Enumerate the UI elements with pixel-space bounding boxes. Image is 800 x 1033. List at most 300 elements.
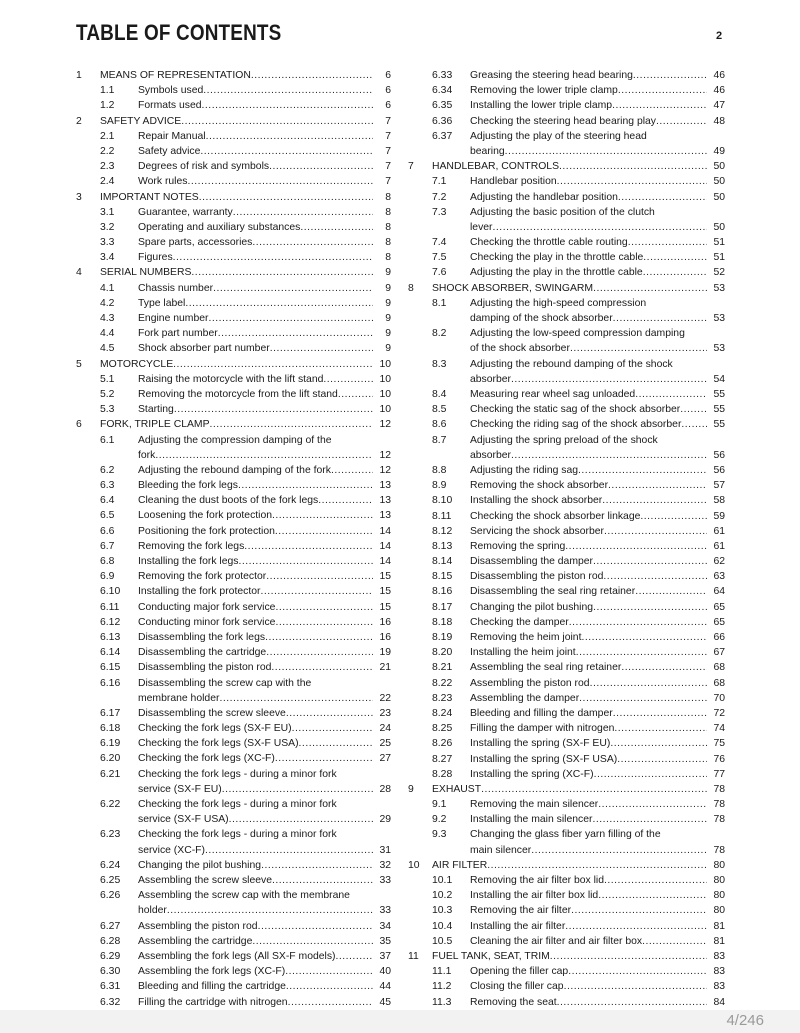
toc-page-number: 15: [379, 586, 391, 598]
dot-leader: [252, 934, 373, 949]
toc-number: 6.22: [100, 799, 121, 811]
toc-page-number: 55: [713, 404, 725, 416]
toc-section[interactable]: [408, 706, 725, 721]
toc-number: 1.1: [100, 85, 115, 97]
toc-title: Repair Manual: [138, 130, 206, 142]
toc-number: 3.2: [100, 221, 115, 233]
toc-number: 8: [408, 282, 414, 294]
toc-title: Checking the fork legs (XC-F): [138, 753, 275, 765]
toc-section[interactable]: [408, 934, 725, 949]
toc-section[interactable]: [76, 554, 391, 569]
toc-title: Cleaning the air filter and air filter box: [470, 935, 643, 947]
toc-section[interactable]: [76, 600, 391, 615]
toc-section[interactable]: [76, 797, 391, 827]
toc-title: Disassembling the damper: [470, 556, 594, 568]
toc-title: Removing the lower triple clamp: [470, 85, 618, 97]
toc-section[interactable]: [408, 326, 725, 356]
dot-leader: [202, 98, 373, 113]
toc-section[interactable]: [76, 630, 391, 645]
toc-section[interactable]: [76, 706, 391, 721]
dot-leader: [643, 250, 707, 265]
toc-section[interactable]: [408, 402, 725, 417]
toc-number: 8.14: [432, 556, 453, 568]
toc-title: Conducting major fork service: [138, 601, 276, 613]
toc-title: FORK, TRIPLE CLAMP: [100, 419, 210, 431]
toc-section[interactable]: [76, 402, 391, 417]
toc-section[interactable]: [76, 220, 391, 235]
toc-section[interactable]: [408, 554, 725, 569]
toc-section[interactable]: [408, 812, 725, 827]
toc-section[interactable]: [76, 767, 391, 797]
toc-page-number: 9: [385, 328, 391, 340]
dot-leader: [531, 843, 707, 858]
toc-title: Checking the steering head bearing play: [470, 115, 657, 127]
toc-page-number: 78: [713, 783, 725, 795]
toc-title: Degrees of risk and symbols: [138, 161, 270, 173]
toc-section[interactable]: [408, 752, 725, 767]
toc-page-number: 33: [379, 875, 391, 887]
toc-section[interactable]: [76, 463, 391, 478]
dot-leader: [285, 964, 373, 979]
toc-title: Disassembling the piston rod: [470, 571, 604, 583]
toc-title: Assembling the piston rod: [138, 920, 258, 932]
toc-title-line1: Checking the fork legs - during a minor fork: [138, 799, 337, 811]
toc-section[interactable]: [408, 463, 725, 478]
dot-leader: [635, 584, 707, 599]
toc-title: Closing the filler cap: [470, 981, 564, 993]
dot-leader: [244, 539, 373, 554]
dot-leader: [593, 281, 707, 296]
toc-chapter[interactable]: [76, 190, 391, 205]
dot-leader: [271, 660, 373, 675]
toc-chapter[interactable]: [408, 159, 725, 174]
toc-section[interactable]: [408, 417, 725, 432]
toc-page-number: 50: [713, 221, 725, 233]
toc-number: 7.5: [432, 252, 447, 264]
toc-page-number: 32: [379, 859, 391, 871]
dot-leader: [200, 144, 373, 159]
toc-title-line1: Adjusting the high-speed compression: [470, 297, 647, 309]
toc-number: 6.21: [100, 768, 121, 780]
toc-title: MEANS OF REPRESENTATION: [100, 70, 251, 81]
toc-title: Installing the shock absorber: [470, 495, 603, 507]
toc-page-number: 25: [379, 738, 391, 750]
toc-section[interactable]: [76, 888, 391, 918]
toc-title: Bleeding the fork legs: [138, 480, 238, 492]
toc-page-number: 6: [385, 85, 391, 97]
dot-leader: [640, 509, 707, 524]
dot-leader: [487, 858, 707, 873]
toc-section[interactable]: [76, 934, 391, 949]
toc-section[interactable]: [76, 311, 391, 326]
toc-section[interactable]: [408, 736, 725, 751]
toc-section[interactable]: [408, 691, 725, 706]
dot-leader: [292, 721, 373, 736]
dot-leader: [155, 448, 373, 463]
toc-section[interactable]: [408, 979, 725, 994]
toc-number: 9: [408, 783, 414, 795]
toc-title: Type label: [138, 297, 186, 309]
toc-page-number: 53: [713, 313, 725, 325]
toc-title: Installing the air filter box lid: [470, 890, 599, 902]
toc-page-number: 19: [379, 647, 391, 659]
toc-page-number: 83: [713, 981, 725, 993]
toc-page-number: 9: [385, 343, 391, 355]
toc-section[interactable]: [408, 964, 725, 979]
toc-section[interactable]: [76, 524, 391, 539]
toc-section[interactable]: [76, 615, 391, 630]
toc-chapter[interactable]: [76, 68, 391, 83]
toc-section[interactable]: [408, 174, 725, 189]
toc-number: 3.1: [100, 206, 115, 218]
toc-number: 6.27: [100, 920, 121, 932]
toc-title-line1: Checking the fork legs - during a minor fork: [138, 768, 337, 780]
toc-title: Removing the main silencer: [470, 799, 599, 811]
toc-section[interactable]: [76, 569, 391, 584]
toc-page-number: 21: [379, 662, 391, 674]
dot-leader: [338, 387, 373, 402]
toc-section[interactable]: [76, 736, 391, 751]
toc-section[interactable]: [76, 676, 391, 706]
toc-section[interactable]: [76, 83, 391, 98]
toc-section[interactable]: [408, 114, 725, 129]
toc-page-number: 78: [713, 799, 725, 811]
toc-number: 6.20: [100, 753, 121, 765]
toc-column-right: [408, 68, 725, 1010]
toc-section[interactable]: [408, 827, 725, 857]
toc-title: absorber: [470, 449, 512, 461]
toc-section[interactable]: [76, 751, 391, 766]
toc-number: 4: [76, 267, 82, 279]
toc-number: 8.25: [432, 723, 453, 735]
toc-section[interactable]: [408, 357, 725, 387]
toc-title: EXHAUST: [432, 783, 482, 795]
toc-number: 8.12: [432, 525, 453, 537]
toc-section[interactable]: [408, 387, 725, 402]
toc-number: 6.28: [100, 935, 121, 947]
toc-number: 7.4: [432, 237, 447, 249]
toc-page-number: 53: [713, 282, 725, 294]
toc-section[interactable]: [76, 326, 391, 341]
dot-leader: [191, 265, 373, 280]
toc-section[interactable]: [76, 721, 391, 736]
toc-title: Assembling the screw sleeve: [138, 875, 272, 887]
toc-section[interactable]: [408, 68, 725, 83]
toc-section[interactable]: [76, 372, 391, 387]
toc-section[interactable]: [408, 903, 725, 918]
toc-title: service (SX-F EU): [138, 783, 222, 795]
toc-title: Disassembling the screw sleeve: [138, 707, 286, 719]
toc-page-number: 72: [713, 707, 725, 719]
dot-leader: [569, 615, 707, 630]
toc-section[interactable]: [408, 190, 725, 205]
toc-section[interactable]: [408, 524, 725, 539]
toc-section[interactable]: [408, 433, 725, 463]
toc-page-number: 81: [713, 920, 725, 932]
toc-title: Removing the shock absorber: [470, 480, 609, 492]
toc-page-number: 65: [713, 616, 725, 628]
toc-number: 6.24: [100, 859, 121, 871]
dot-leader: [598, 888, 707, 903]
toc-section[interactable]: [408, 83, 725, 98]
toc-number: 6.3: [100, 480, 115, 492]
toc-number: 6.16: [100, 677, 121, 689]
toc-title: Installing the heim joint: [470, 647, 576, 659]
toc-section[interactable]: [408, 767, 725, 782]
toc-section[interactable]: [76, 387, 391, 402]
toc-page-number: 74: [713, 723, 725, 735]
toc-section[interactable]: [76, 478, 391, 493]
toc-page-number: 80: [713, 875, 725, 887]
toc-number: 5.1: [100, 373, 115, 385]
toc-section[interactable]: [76, 949, 391, 964]
toc-title: Changing the pilot bushing: [470, 601, 594, 613]
toc-section[interactable]: [408, 615, 725, 630]
toc-title: Disassembling the seal ring retainer: [470, 586, 636, 598]
toc-section[interactable]: [76, 235, 391, 250]
dot-leader: [642, 934, 707, 949]
dot-leader: [635, 387, 707, 402]
toc-page-number: 68: [713, 677, 725, 689]
toc-section[interactable]: [76, 296, 391, 311]
toc-section[interactable]: [76, 281, 391, 296]
dot-leader: [258, 919, 373, 934]
toc-title: SAFETY ADVICE: [100, 115, 182, 127]
toc-section[interactable]: [76, 827, 391, 857]
toc-section[interactable]: [76, 174, 391, 189]
toc-section[interactable]: [408, 797, 725, 812]
toc-section[interactable]: [408, 265, 725, 280]
toc-section[interactable]: [76, 979, 391, 994]
toc-section[interactable]: [76, 584, 391, 599]
dot-leader: [613, 706, 707, 721]
dot-leader: [210, 417, 373, 432]
toc-number: 8.19: [432, 632, 453, 644]
toc-chapter[interactable]: [408, 281, 725, 296]
toc-page-number: 6: [385, 70, 391, 81]
toc-number: 8.4: [432, 389, 447, 401]
toc-section[interactable]: [76, 144, 391, 159]
toc-chapter[interactable]: [408, 858, 725, 873]
toc-title: Installing the spring (SX-F EU): [470, 738, 611, 750]
dot-leader: [576, 645, 707, 660]
toc-title: Raising the motorcycle with the lift stand: [138, 373, 324, 385]
dot-leader: [173, 250, 373, 265]
toc-section[interactable]: [408, 919, 725, 934]
toc-section[interactable]: [76, 250, 391, 265]
toc-number: 6.4: [100, 495, 115, 507]
toc-section[interactable]: [408, 721, 725, 736]
toc-number: 8.16: [432, 586, 453, 598]
toc-section[interactable]: [76, 129, 391, 144]
toc-chapter[interactable]: [408, 949, 725, 964]
toc-section[interactable]: [408, 630, 725, 645]
dot-leader: [266, 645, 373, 660]
toc-title: Servicing the shock absorber: [470, 525, 604, 537]
toc-number: 8.2: [432, 328, 447, 340]
dot-leader: [617, 752, 707, 767]
dot-leader: [272, 873, 373, 888]
toc-page-number: 10: [379, 358, 391, 370]
dot-leader: [581, 630, 707, 645]
toc-section[interactable]: [76, 508, 391, 523]
toc-title: fork: [138, 449, 156, 461]
toc-title: Removing the seat: [470, 996, 557, 1008]
toc-number: 6: [76, 419, 82, 431]
dot-leader: [603, 569, 707, 584]
toc-section[interactable]: [408, 539, 725, 554]
toc-number: 6.2: [100, 464, 115, 476]
toc-page-number: 80: [713, 905, 725, 917]
toc-section[interactable]: [76, 493, 391, 508]
toc-section[interactable]: [76, 995, 391, 1010]
dot-leader: [570, 341, 707, 356]
toc-title: Adjusting the handlebar position: [470, 191, 618, 203]
toc-number: 9.1: [432, 799, 447, 811]
toc-chapter[interactable]: [76, 114, 391, 129]
toc-section[interactable]: [76, 98, 391, 113]
toc-section[interactable]: [408, 645, 725, 660]
page-title: TABLE OF CONTENTS: [76, 20, 282, 45]
toc-title: Engine number: [138, 313, 209, 324]
toc-section[interactable]: [408, 250, 725, 265]
toc-title: Positioning the fork protection: [138, 525, 275, 537]
toc-section[interactable]: [76, 858, 391, 873]
toc-section[interactable]: [76, 205, 391, 220]
toc-title: IMPORTANT NOTES: [100, 191, 199, 203]
toc-number: 6.37: [432, 130, 453, 142]
toc-page-number: 13: [379, 495, 391, 507]
toc-title: AIR FILTER: [432, 859, 488, 871]
toc-title: Measuring rear wheel sag unloaded: [470, 389, 636, 401]
toc-title: Opening the filler cap: [470, 966, 569, 978]
toc-section[interactable]: [408, 888, 725, 903]
toc-title: Assembling the seal ring retainer: [470, 662, 622, 674]
toc-number: 2.4: [100, 176, 115, 188]
toc-page-number: 48: [713, 115, 725, 127]
toc-number: 8.23: [432, 692, 453, 704]
toc-page-number: 12: [379, 464, 391, 476]
toc-chapter[interactable]: [76, 357, 391, 372]
toc-section[interactable]: [408, 873, 725, 888]
toc-section[interactable]: [76, 873, 391, 888]
toc-section[interactable]: [76, 645, 391, 660]
toc-title: Checking the throttle cable routing: [470, 237, 628, 249]
toc-title: Checking the play in the throttle cable: [470, 252, 644, 264]
toc-section[interactable]: [408, 676, 725, 691]
toc-page-number: 16: [379, 631, 391, 643]
toc-title: service (XC-F): [138, 844, 205, 856]
toc-title: Checking the fork legs (SX-F EU): [138, 723, 292, 735]
toc-section[interactable]: [408, 478, 725, 493]
toc-section[interactable]: [408, 509, 725, 524]
toc-section[interactable]: [408, 660, 725, 675]
toc-title-line1: Adjusting the spring preload of the shock: [470, 434, 658, 446]
toc-page-number: 34: [379, 920, 391, 932]
toc-page-number: 78: [713, 844, 725, 856]
toc-page-number: 22: [379, 692, 391, 704]
toc-page-number: 57: [713, 480, 725, 492]
toc-number: 4.5: [100, 343, 115, 355]
toc-title: Installing the fork legs: [138, 556, 239, 568]
toc-title: main silencer: [470, 844, 532, 856]
dot-leader: [269, 159, 373, 174]
toc-title: Starting: [138, 404, 174, 416]
toc-number: 8.3: [432, 358, 447, 370]
toc-section[interactable]: [408, 129, 725, 159]
toc-section[interactable]: [408, 235, 725, 250]
toc-page-number: 76: [713, 753, 725, 765]
toc-chapter[interactable]: [76, 417, 391, 432]
dot-leader: [173, 357, 373, 372]
toc-section[interactable]: [408, 296, 725, 326]
dot-leader: [680, 402, 707, 417]
toc-number: 4.2: [100, 297, 115, 309]
toc-number: 8.11: [432, 510, 452, 522]
toc-title: lever: [470, 221, 493, 233]
toc-page-number: 7: [385, 161, 391, 173]
toc-page-number: 12: [379, 419, 391, 431]
toc-section[interactable]: [76, 341, 391, 356]
dot-leader: [275, 600, 373, 615]
toc-section[interactable]: [76, 660, 391, 675]
dot-leader: [565, 919, 707, 934]
toc-chapter[interactable]: [408, 782, 725, 797]
toc-page-number: 56: [713, 449, 725, 461]
toc-section[interactable]: [76, 539, 391, 554]
dot-leader: [275, 751, 373, 766]
toc-chapter[interactable]: [76, 265, 391, 280]
toc-number: 8.18: [432, 616, 453, 628]
toc-page-number: 45: [379, 996, 391, 1008]
toc-page-number: 83: [713, 966, 725, 978]
toc-section[interactable]: [408, 584, 725, 599]
dot-leader: [593, 600, 707, 615]
page-number: 2: [716, 30, 723, 42]
toc-title: Assembling the piston rod: [470, 677, 590, 689]
toc-title: Loosening the fork protection: [138, 510, 273, 522]
toc-page-number: 40: [379, 966, 391, 978]
toc-section[interactable]: [408, 995, 725, 1010]
toc-number: 11.1: [432, 966, 452, 978]
toc-number: 8.8: [432, 464, 447, 476]
toc-section[interactable]: [76, 919, 391, 934]
toc-page-number: 50: [713, 191, 725, 203]
toc-title: Symbols used: [138, 85, 204, 97]
toc-section[interactable]: [408, 205, 725, 235]
toc-section[interactable]: [76, 433, 391, 463]
dot-leader: [568, 964, 707, 979]
toc-number: 6.7: [100, 540, 115, 552]
dot-leader: [621, 660, 707, 675]
toc-title: Installing the spring (XC-F): [470, 768, 594, 780]
dot-leader: [251, 68, 373, 83]
toc-number: 8.21: [432, 662, 453, 674]
toc-number: 10.3: [432, 905, 453, 917]
toc-number: 6.36: [432, 115, 453, 127]
toc-number: 1: [76, 70, 82, 81]
toc-section[interactable]: [408, 98, 725, 113]
toc-page-number: 15: [379, 571, 391, 583]
toc-section[interactable]: [76, 964, 391, 979]
toc-page-number: 66: [713, 632, 725, 644]
toc-section[interactable]: [76, 159, 391, 174]
toc-number: 6.25: [100, 875, 121, 887]
toc-page-number: 77: [713, 768, 725, 780]
toc-section[interactable]: [408, 600, 725, 615]
toc-section[interactable]: [408, 569, 725, 584]
toc-section[interactable]: [408, 493, 725, 508]
